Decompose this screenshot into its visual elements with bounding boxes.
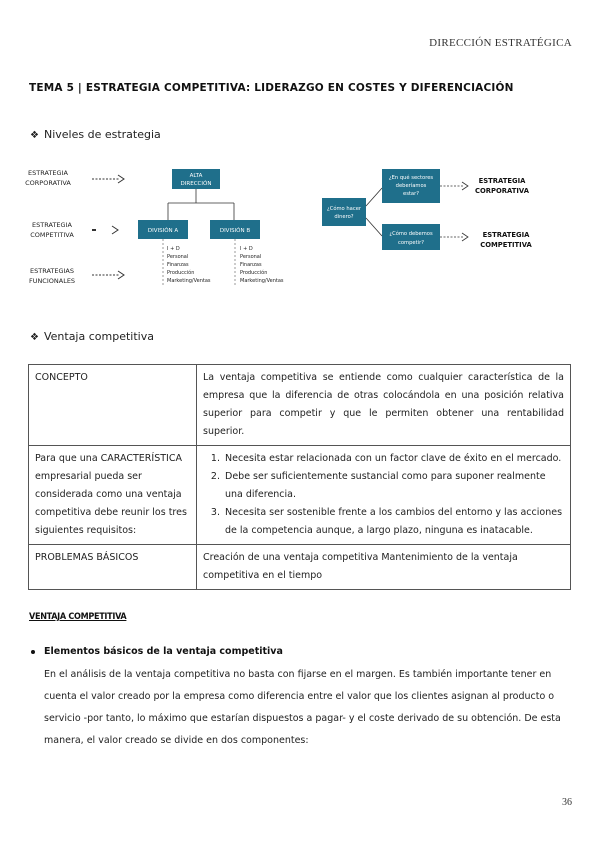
- function-a-3: Finanzas: [167, 262, 189, 268]
- function-a-2: Personal: [167, 254, 189, 260]
- elementos-subheading: [31, 646, 283, 657]
- list-item: 2. Debe ser suficientemente sustancial como para suponer realmente una diferencia.: [223, 468, 564, 504]
- requisitos-list: [203, 450, 564, 540]
- function-b-3: Finanzas: [240, 262, 262, 268]
- table-row: [29, 446, 571, 545]
- ventaja-competitiva-table: [28, 364, 571, 590]
- problemas-label: PROBLEMAS BÁSICOS: [29, 545, 197, 590]
- como-hacer-dinero-box: [322, 198, 366, 226]
- problemas-text: Creación de una ventaja competitiva Mantenimiento de la ventaja competitiva en el tiempo: [197, 545, 571, 590]
- diamond-bullet-icon: ❖: [30, 130, 39, 141]
- list-item: 1. Necesita estar relacionada con un factor clave de éxito en el mercado.: [223, 450, 564, 468]
- que-sectores-label-1: ¿En qué sectores: [388, 175, 434, 181]
- alta-direccion-label-1: ALTA: [189, 173, 203, 179]
- level-label-corporativa-2: CORPORATIVA: [25, 179, 71, 187]
- page-title: TEMA 5 | ESTRATEGIA COMPETITIVA: LIDERAZGO EN COSTES Y DIFERENCIACIÓN: [29, 82, 514, 94]
- running-header: DIRECCIÓN ESTRATÉGICA: [429, 37, 572, 49]
- concepto-text: La ventaja competitiva se entiende como cualquier característica de la empresa que la diferencia de otras colocándola en una posición relativa superior para competir y que le permiten obtener una rentabilidad superior.: [197, 365, 571, 446]
- level-label-funcionales-2: FUNCIONALES: [28, 277, 76, 285]
- ventaja-competitiva-heading: VENTAJA COMPETITIVA: [29, 612, 127, 622]
- page-number: 36: [562, 797, 572, 808]
- requisitos-label: Para que una CARACTERÍSTICA empresarial pueda ser considerada como una ventaja competitiva debe reunir los tres siguientes requisitos:: [29, 446, 197, 545]
- requisitos-list-cell: [197, 446, 571, 545]
- table-row: [29, 365, 571, 446]
- branch-up: [366, 188, 382, 206]
- level-label-corporativa-1: ESTRATEGIA: [28, 169, 68, 177]
- que-sectores-label-3: estar?: [403, 191, 419, 197]
- bullet-dot-icon: [31, 650, 35, 654]
- level-label-competitiva-2: COMPETITIVA: [30, 231, 74, 239]
- table-row: [29, 545, 571, 590]
- level-arrowhead-competitiva: [112, 226, 118, 234]
- result-competitiva-2: COMPETITIVA: [480, 241, 532, 249]
- function-a-1: I + D: [167, 246, 180, 252]
- como-competir-label-1: ¿Cómo debemos: [389, 231, 433, 237]
- section-ventaja: [30, 330, 154, 343]
- function-a-4: Producción: [167, 270, 195, 276]
- level-arrowhead-funcionales: [118, 271, 124, 279]
- level-label-funcionales-1: ESTRATEGIAS: [29, 267, 75, 275]
- diamond-bullet-icon: ❖: [30, 332, 39, 343]
- alta-direccion-label-2: DIRECCIÓN: [180, 181, 212, 187]
- function-a-5: Marketing/Ventas: [167, 278, 211, 284]
- section-ventaja-label: Ventaja competitiva: [43, 330, 154, 343]
- como-hacer-dinero-label-1: ¿Cómo hacer: [326, 206, 362, 212]
- body-paragraph: En el análisis de la ventaja competitiva no basta con fijarse en el margen. Es también importante tener en cuenta el valor creado por la empresa como diferencia entre el valor que los clientes asignan al producto o servicio -por tanto, lo máximo que estarían dispuestos a pagar- y el coste derivado de su obtención. De esta manera, el valor creado se divide en dos componentes:: [44, 669, 561, 746]
- result-corporativa-2: CORPORATIVA: [475, 187, 529, 195]
- list-item: 3. Necesita ser sostenible frente a los cambios del entorno y las acciones de la competencia aunque, a largo plazo, ninguna es inatacable.: [223, 504, 564, 540]
- concepto-label: CONCEPTO: [29, 365, 197, 446]
- division-b-label: DIVISIÓN B: [219, 228, 251, 234]
- strategy-levels-diagram: [20, 158, 580, 298]
- division-a-label: DIVISIÓN A: [147, 228, 179, 234]
- function-b-5: Marketing/Ventas: [240, 278, 284, 284]
- function-b-1: I + D: [240, 246, 253, 252]
- result-corporativa-1: ESTRATEGIA: [478, 177, 526, 185]
- result-competitiva-1: ESTRATEGIA: [482, 231, 530, 239]
- section-niveles: [30, 128, 161, 141]
- que-sectores-label-2: deberíamos: [395, 183, 427, 189]
- como-competir-label-2: competir?: [398, 240, 424, 246]
- como-hacer-dinero-label-2: dinero?: [334, 214, 354, 220]
- function-b-2: Personal: [240, 254, 262, 260]
- level-label-competitiva-1: ESTRATEGIA: [32, 221, 72, 229]
- section-niveles-label: Niveles de estrategia: [43, 128, 161, 141]
- function-b-4: Producción: [240, 270, 268, 276]
- elementos-subheading-text: Elementos básicos de la ventaja competitiva: [44, 646, 283, 657]
- como-competir-box: [382, 224, 440, 250]
- level-arrowhead-corporativa: [118, 175, 124, 183]
- branch-down: [366, 218, 382, 236]
